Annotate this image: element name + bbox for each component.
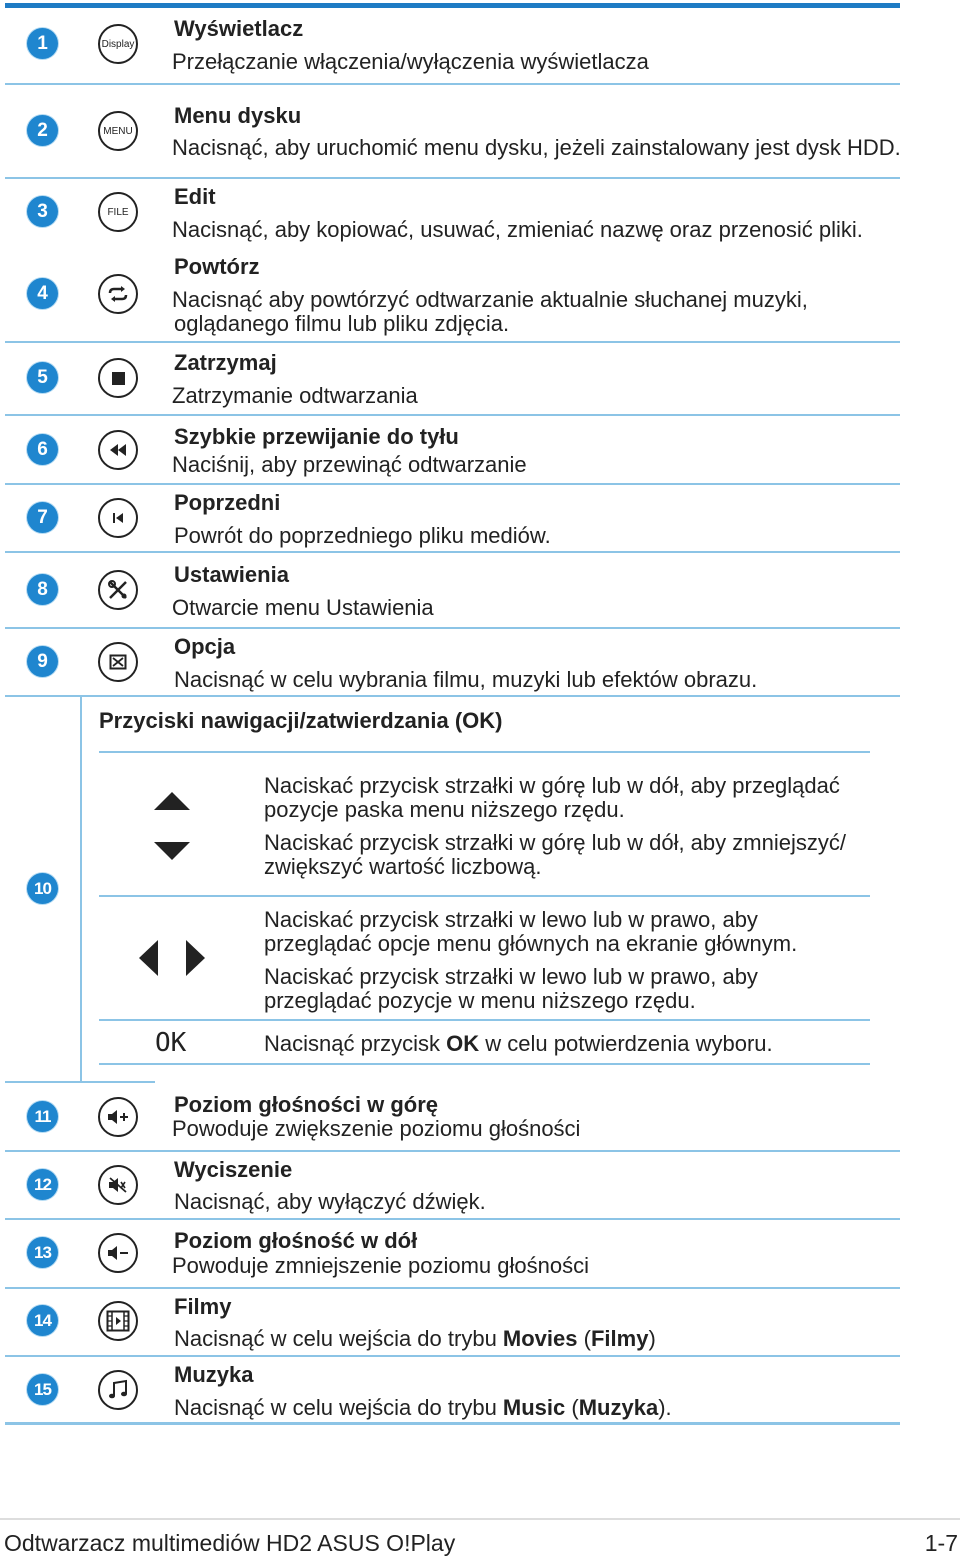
item-desc [174,1396,672,1420]
nav-desc: Naciskać przycisk strzałki w lewo lub w prawo, aby [264,964,758,989]
divider [5,1218,900,1220]
divider [99,1019,870,1021]
item-desc: Powoduje zmniejszenie poziomu głośności [172,1253,590,1278]
divider [5,1081,155,1083]
file-button-icon [98,192,138,232]
item-number: 3 [27,196,58,227]
item-desc [174,1327,656,1351]
item-title: Opcja [174,634,236,659]
divider [5,177,900,179]
divider [5,414,900,416]
item-number: 4 [27,278,58,309]
ok-button-label: OK [155,1028,187,1058]
item-number: 8 [27,574,58,605]
divider [5,483,900,485]
page-number: 1-7 [924,1530,958,1556]
mute-icon [98,1165,138,1205]
item-desc: Powrót do poprzedniego pliku mediów. [174,523,551,548]
item-number: 12 [27,1169,58,1200]
arrow-up-icon [154,792,190,810]
display-button-icon [98,24,138,64]
item-desc: Nacisnąć aby powtórzyć odtwarzanie aktualnie słuchanej muzyki, [172,287,808,312]
desc-part: ( [565,1395,579,1420]
item-title: Wyciszenie [174,1157,293,1182]
footer-rule [0,1518,960,1520]
settings-tools-icon [98,570,138,610]
item-title: Poprzedni [174,490,281,515]
desc-part: Nacisnąć w celu wejścia do trybu [174,1395,503,1420]
item-desc: Nacisnąć w celu wybrania filmu, muzyki lub efektów obrazu. [174,667,758,692]
desc-part: ) [648,1326,656,1351]
divider [5,695,900,697]
repeat-icon [98,274,138,314]
top-rule [5,3,900,8]
item-desc: Powoduje zwiększenie poziomu głośności [172,1116,581,1141]
divider [5,1422,900,1425]
item-title: Wyświetlacz [174,16,304,41]
divider [5,1150,900,1152]
item-number: 2 [27,115,58,146]
menu-button-label: MENU [103,125,133,137]
item-title: Szybkie przewijanie do tyłu [174,424,459,449]
desc-bold: Filmy [590,1326,649,1351]
nav-section-title: Przyciski nawigacji/zatwierdzania (OK) [99,708,503,733]
file-button-label: FILE [107,206,129,218]
nav-vertical-rule [80,697,82,1083]
divider [99,1063,870,1065]
item-title: Menu dysku [174,103,302,128]
ok-desc-pre: Nacisnąć przycisk [264,1031,447,1056]
item-number: 6 [27,434,58,465]
desc-bold: Muzyka [578,1395,659,1420]
arrow-left-icon [139,940,158,976]
option-icon [98,642,138,682]
arrow-down-icon [154,842,190,860]
rewind-icon [98,430,138,470]
divider [5,1355,900,1357]
desc-part: ). [658,1395,672,1420]
item-desc: Przełączanie włączenia/wyłączenia wyświetlacza [172,49,649,74]
desc-bold: Music [502,1395,566,1420]
item-number: 11 [27,1101,58,1132]
divider [5,341,900,343]
ok-desc [264,1032,773,1056]
item-title: Edit [174,184,216,209]
item-title: Poziom głośność w dół [174,1228,418,1253]
item-title: Poziom głośności w górę [174,1092,439,1117]
nav-desc: Naciskać przycisk strzałki w górę lub w dół, aby zmniejszyć/ [264,830,846,855]
volume-up-icon [98,1097,138,1137]
footer-title: Odtwarzacz multimediów HD2 ASUS O!Play [4,1530,456,1556]
divider [99,751,870,753]
display-button-label: Display [101,38,135,50]
item-number: 9 [27,646,58,677]
stop-icon [98,358,138,398]
item-title: Ustawienia [174,562,289,587]
item-number: 10 [27,873,58,904]
divider [5,551,900,553]
menu-button-icon [98,111,138,151]
nav-desc: Naciskać przycisk strzałki w lewo lub w prawo, aby [264,907,758,932]
divider [5,83,900,85]
nav-desc: przeglądać opcje menu głównych na ekranie głównym. [264,931,798,956]
item-number: 5 [27,362,58,393]
ok-desc-post: w celu potwierdzenia wyboru. [479,1031,773,1056]
nav-desc: pozycje paska menu niższego rzędu. [264,797,625,822]
ok-desc-bold: OK [446,1031,480,1056]
item-number: 1 [27,28,58,59]
desc-part: Nacisnąć w celu wejścia do trybu [174,1326,503,1351]
divider [99,895,870,897]
item-desc-cont: oglądanego filmu lub pliku zdjęcia. [174,311,510,336]
item-desc: Otwarcie menu Ustawienia [172,595,434,620]
item-title: Filmy [174,1294,232,1319]
item-desc: Nacisnąć, aby wyłączyć dźwięk. [174,1189,486,1214]
nav-desc: przeglądać pozycje w menu niższego rzędu. [264,988,696,1013]
item-desc: Nacisnąć, aby kopiować, usuwać, zmieniać nazwę oraz przenosić pliki. [172,217,863,242]
item-title: Powtórz [174,254,260,279]
nav-desc: zwiększyć wartość liczbową. [264,854,542,879]
previous-icon [98,498,138,538]
item-number: 14 [27,1305,58,1336]
arrow-right-icon [186,940,205,976]
item-title: Muzyka [174,1362,254,1387]
item-desc: Zatrzymanie odtwarzania [172,383,418,408]
movies-icon [98,1301,138,1341]
divider [5,1287,900,1289]
music-icon [98,1370,138,1410]
desc-bold: Movies [502,1326,578,1351]
item-title: Zatrzymaj [174,350,277,375]
item-desc: Naciśnij, aby przewinąć odtwarzanie [172,452,527,477]
item-number: 13 [27,1237,58,1268]
item-desc: Nacisnąć, aby uruchomić menu dysku, jeżeli zainstalowany jest dysk HDD. [172,135,901,160]
nav-desc: Naciskać przycisk strzałki w górę lub w dół, aby przeglądać [264,773,840,798]
item-number: 15 [27,1374,58,1405]
volume-down-icon [98,1233,138,1273]
desc-part: ( [577,1326,591,1351]
divider [5,627,900,629]
item-number: 7 [27,502,58,533]
